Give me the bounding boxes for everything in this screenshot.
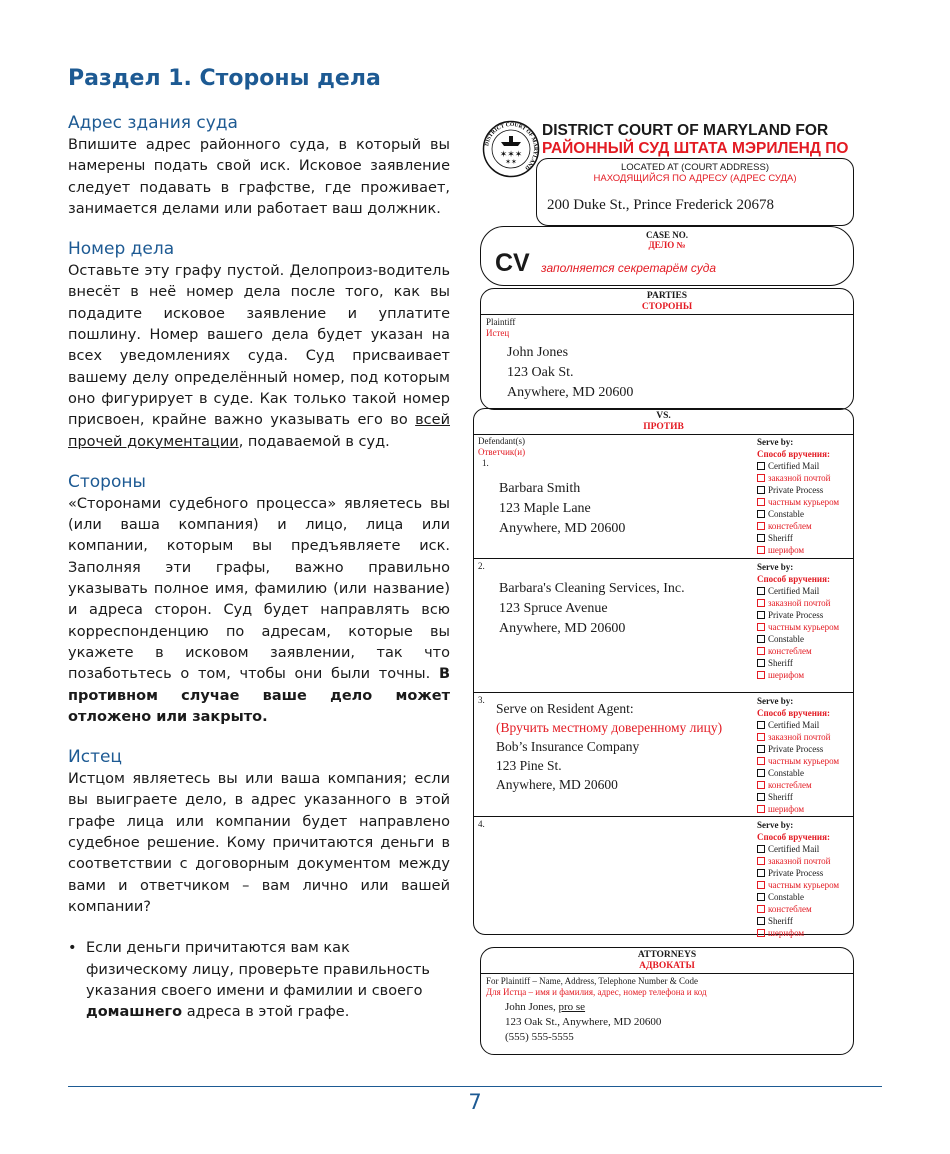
checkbox[interactable]: [757, 623, 765, 631]
checkbox[interactable]: [757, 757, 765, 765]
attorney-info: John Jones, pro se 123 Oak St., Anywhere, MD 20600 (555) 555-5555: [505, 1001, 662, 1043]
defendant-row-1: [474, 435, 853, 559]
checkbox[interactable]: [757, 845, 765, 853]
instructions-column: [68, 112, 450, 1041]
plaintiff-address: John Jones 123 Oak St. Anywhere, MD 20600: [507, 345, 634, 400]
located-at-label-ru: НАХОДЯЩИЙСЯ ПО АДРЕСУ (АДРЕС СУДА): [593, 173, 797, 184]
checkbox[interactable]: [757, 733, 765, 741]
court-address-section: [68, 112, 450, 220]
bullet-text: Если деньги причитаются вам как физическому лицу, проверьте правильность указания своего имени и фамилии и своего домашнего адреса в этой графе.: [86, 940, 430, 1021]
checkbox[interactable]: [757, 522, 765, 530]
svg-text:✶✶: ✶✶: [505, 158, 517, 166]
defendant-3-number: 3.: [478, 695, 485, 705]
defendant-row-4: [474, 817, 853, 938]
defendant-2-address: Barbara's Cleaning Services, Inc. 123 Spruce Avenue Anywhere, MD 20600: [499, 581, 685, 636]
court-address-value: 200 Duke St., Prince Frederick 20678: [547, 197, 775, 213]
serve-options-2: Serve by: Способ вручения: Certified Mail заказной почтой Private Process частным курьером Constable констеблем Sheriff шерифом: [757, 562, 840, 680]
serve-options-3: Serve by: Способ вручения: Certified Mail заказной почтой Private Process частным курьером Constable констеблем Sheriff шерифом: [757, 696, 840, 814]
checkbox[interactable]: [757, 745, 765, 753]
vs-header: VS. ПРОТИВ: [474, 409, 853, 435]
parties-text: «Сторонами судебного процесса» являетесь вы (или ваша компания) и лицо, лица или компании, которым вы предъявляете иск. Заполняя эти графы, важно правильно указывать полное имя, фамилию (или название) и адреса сторон. Суд будет направлять всю корреспонденцию по адресам, которые вы укажете в исковом заявлении, так что позаботьтесь о том, чтобы они были точны. В противном случае ваше дело может отложено или закрыто.: [68, 495, 450, 725]
attorneys-box: [480, 947, 854, 1055]
svg-text:✶✶✶: ✶✶✶: [499, 149, 523, 159]
defendant-row-3: [474, 693, 853, 817]
defendant-3-address: Serve on Resident Agent: (Вручить местному доверенному лицу) Bob’s Insurance Company 123 Pine St. Anywhere, MD 20600: [496, 701, 723, 792]
serve-options-4: Serve by: Способ вручения: Certified Mail заказной почтой Private Process частным курьером Constable констеблем Sheriff шерифом: [757, 820, 840, 938]
checkbox[interactable]: [757, 647, 765, 655]
court-title-en: DISTRICT COURT OF MARYLAND FOR: [542, 122, 829, 139]
case-no-label-ru: ДЕЛО №: [648, 240, 686, 250]
case-number-text: Оставьте эту графу пустой. Делопроиз-водитель внесёт в неё номер дела после того, как вы подадите исковое заявление и уплатите пошлину. Номер вашего дела будет указан на всех уведомлениях суда. Суд присваивает вашему делу определённый номер, под которым оно фигурирует в суде. Как только такой номер присвоен, крайне важно указывать его во всей прочей документации, подаваемой в суд.: [68, 263, 450, 450]
defendant-label: Defendant(s) Ответчик(и) 1.: [478, 436, 526, 468]
case-note: заполняется секретарём суда: [541, 261, 717, 275]
checkbox[interactable]: [757, 474, 765, 482]
checkbox[interactable]: [757, 929, 765, 937]
attorneys-header: ATTORNEYS АДВОКАТЫ: [481, 948, 853, 974]
parties-box: [480, 288, 854, 410]
checkbox[interactable]: [757, 769, 765, 777]
checkbox[interactable]: [757, 462, 765, 470]
case-prefix: CV: [495, 249, 530, 277]
checkbox[interactable]: [757, 869, 765, 877]
checkbox[interactable]: [757, 671, 765, 679]
court-address-heading: Адрес здания суда: [68, 113, 238, 133]
bullet-marker: •: [68, 940, 77, 957]
checkbox[interactable]: [757, 599, 765, 607]
checkbox[interactable]: [757, 857, 765, 865]
checkbox[interactable]: [757, 611, 765, 619]
located-at-label: LOCATED AT (COURT ADDRESS): [621, 162, 769, 173]
plaintiff-text: Истцом являетесь вы или ваша компания; если вы выиграете дело, в адрес указанного в этой графе лица или компании будет направлено судебное решение. Кому причитаются деньги в соответствии с договорным документом между вами и ответчиком – вам лично или вашей компании?: [68, 771, 450, 915]
checkbox[interactable]: [757, 587, 765, 595]
plaintiff-heading: Истец: [68, 747, 122, 768]
checkbox[interactable]: [757, 659, 765, 667]
checkbox[interactable]: [757, 917, 765, 925]
defendant-4-number: 4.: [478, 819, 485, 829]
case-no-label: CASE NO.: [645, 230, 688, 240]
checkbox[interactable]: [757, 781, 765, 789]
checkbox[interactable]: [757, 546, 765, 554]
checkbox[interactable]: [757, 510, 765, 518]
court-title-ru: РАЙОННЫЙ СУД ШТАТА МЭРИЛЕНД ПО: [542, 140, 849, 157]
page-number: 7: [468, 1090, 482, 1114]
court-address-box: [536, 158, 854, 226]
checkbox[interactable]: [757, 534, 765, 542]
checkbox[interactable]: [757, 793, 765, 801]
checkbox[interactable]: [757, 486, 765, 494]
defendant-row-2: [474, 559, 853, 693]
case-number-section: [68, 238, 450, 453]
checkbox[interactable]: [757, 881, 765, 889]
attorney-label: For Plaintiff – Name, Address, Telephone Number & Code Для Истца – имя и фамилия, адрес, номер телефона и код: [486, 976, 707, 997]
plaintiff-section: [68, 746, 450, 1023]
section-title: Раздел 1. Стороны дела: [68, 66, 381, 91]
checkbox[interactable]: [757, 805, 765, 813]
parties-header: PARTIES СТОРОНЫ: [481, 289, 853, 315]
bullet-item: [68, 938, 450, 1023]
defendant-2-number: 2.: [478, 561, 485, 571]
plaintiff-label: Plaintiff Истец: [486, 317, 516, 338]
defendant-1-address: Barbara Smith 123 Maple Lane Anywhere, MD 20600: [499, 481, 626, 536]
parties-section: [68, 471, 450, 728]
court-address-text: Впишите адрес районного суда, в который вы намерены подать свой иск. Исковое заявление следует подавать в графстве, где проживает, занимается делами или работает ваш должник.: [68, 137, 450, 217]
court-seal-icon: [482, 120, 540, 178]
checkbox[interactable]: [757, 635, 765, 643]
parties-heading: Стороны: [68, 471, 146, 492]
footer-divider: [68, 1086, 882, 1087]
case-number-heading: Номер дела: [68, 239, 175, 260]
checkbox[interactable]: [757, 498, 765, 506]
serve-options-1: Serve by: Способ вручения: Certified Mail заказной почтой Private Process частным курьером Constable констеблем Sheriff шерифом: [757, 437, 840, 555]
checkbox[interactable]: [757, 893, 765, 901]
defendants-box: [473, 408, 854, 938]
svg-text:DISTRICT COURT OF MARYLAND: DISTRICT COURT OF MARYLAND: [484, 121, 539, 171]
checkbox[interactable]: [757, 905, 765, 913]
checkbox[interactable]: [757, 721, 765, 729]
case-number-box: [480, 226, 854, 286]
